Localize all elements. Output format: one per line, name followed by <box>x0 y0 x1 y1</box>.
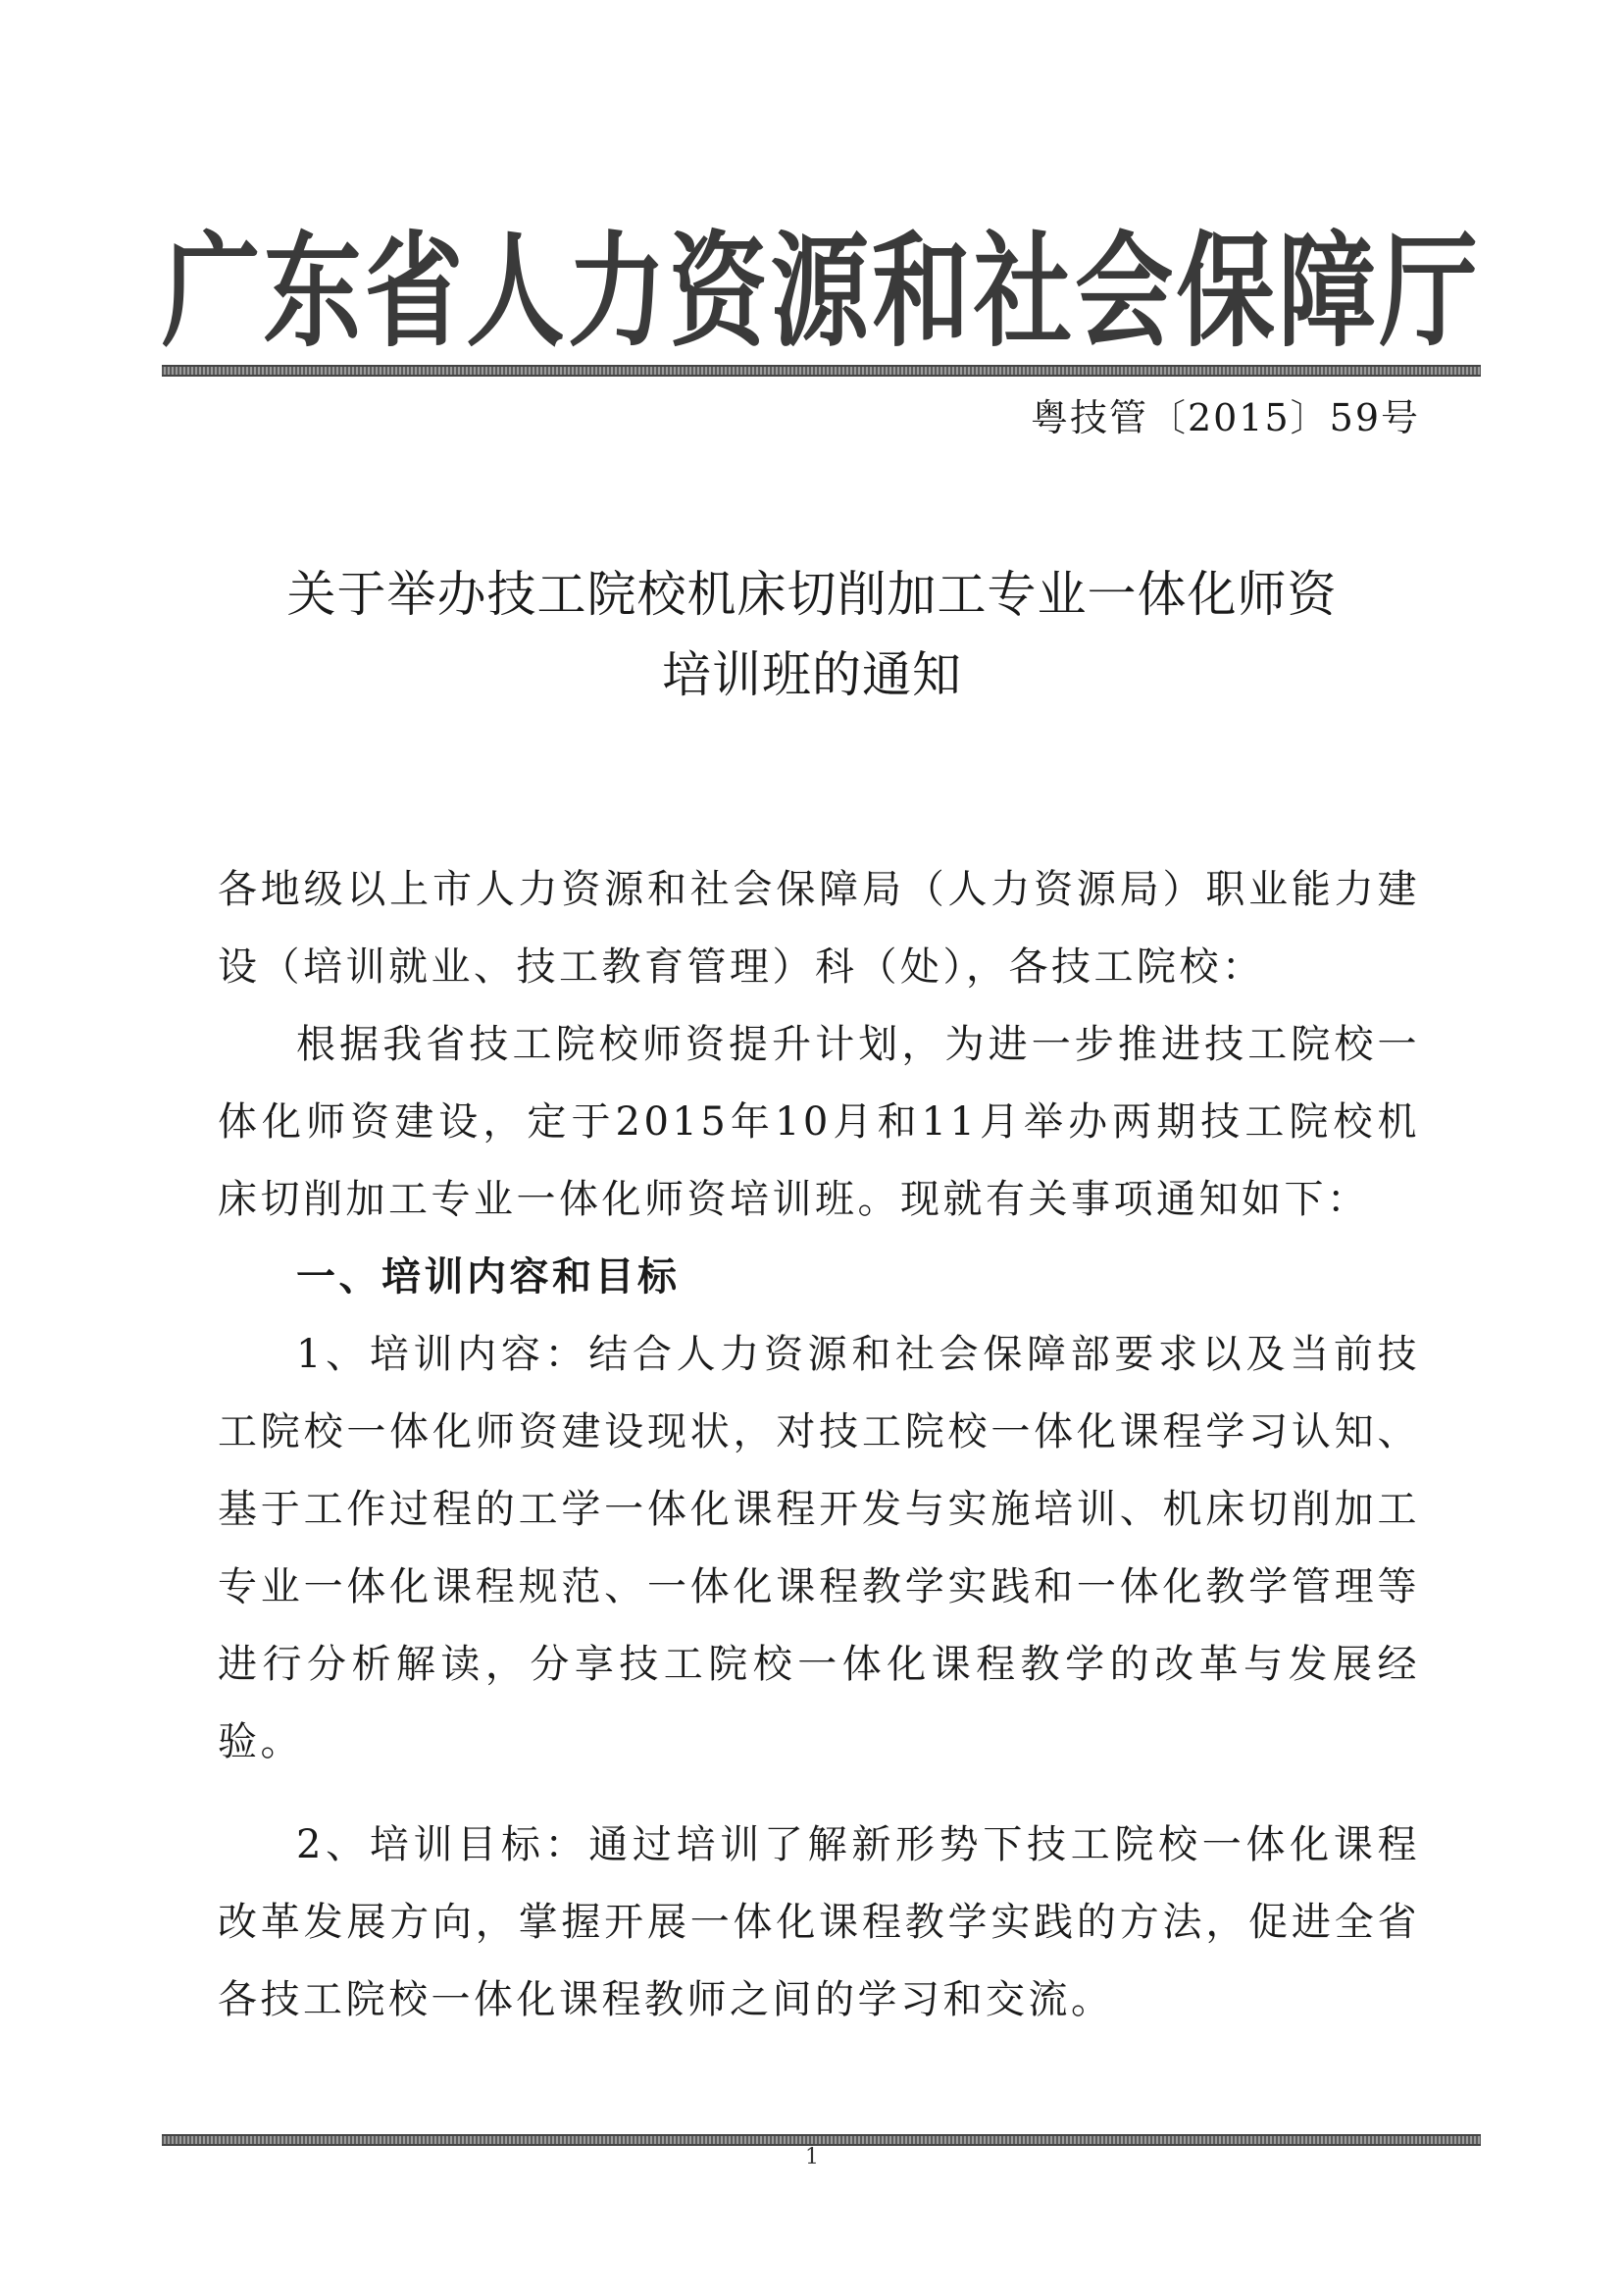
document-body <box>218 851 1420 2039</box>
salutation: 各地级以上市人力资源和社会保障局（人力资源局）职业能力建设（培训就业、技工教育管理）科（处），各技工院校： <box>218 867 1420 990</box>
training-goal-paragraph: 2、培训目标：通过培训了解新形势下技工院校一体化课程改革发展方向，掌握开展一体化课程教学实践的方法，促进全省各技工院校一体化课程教师之间的学习和交流。 <box>218 1822 1420 2022</box>
page-number: 1 <box>805 2145 819 2169</box>
document-number: 粤技管〔2015〕59号 <box>1030 396 1420 439</box>
training-content-paragraph: 1、培训内容：结合人力资源和社会保障部要求以及当前技工院校一体化师资建设现状，对技工院校一体化课程学习认知、基于工作过程的工学一体化课程开发与实施培训、机床切削加工专业一体化课程规范、一体化课程教学实践和一体化教学管理等进行分析解读，分享技工院校一体化课程教学的改革与发展经验。 <box>218 1332 1420 1764</box>
title-line-2: 培训班的通知 <box>662 646 962 703</box>
document-title <box>177 554 1447 715</box>
masthead-divider <box>162 365 1481 377</box>
intro-paragraph: 根据我省技工院校师资提升计划，为进一步推进技工院校一体化师资建设，定于2015年10月和11月举办两期技工院校机床切削加工专业一体化师资培训班。现就有关事项通知如下： <box>218 1022 1420 1222</box>
masthead-title: 广东省人力资源和社会保障厅 <box>162 219 1481 364</box>
section-heading: 一、培训内容和目标 <box>296 1254 681 1300</box>
title-line-1: 关于举办技工院校机床切削加工专业一体化师资 <box>286 566 1338 623</box>
